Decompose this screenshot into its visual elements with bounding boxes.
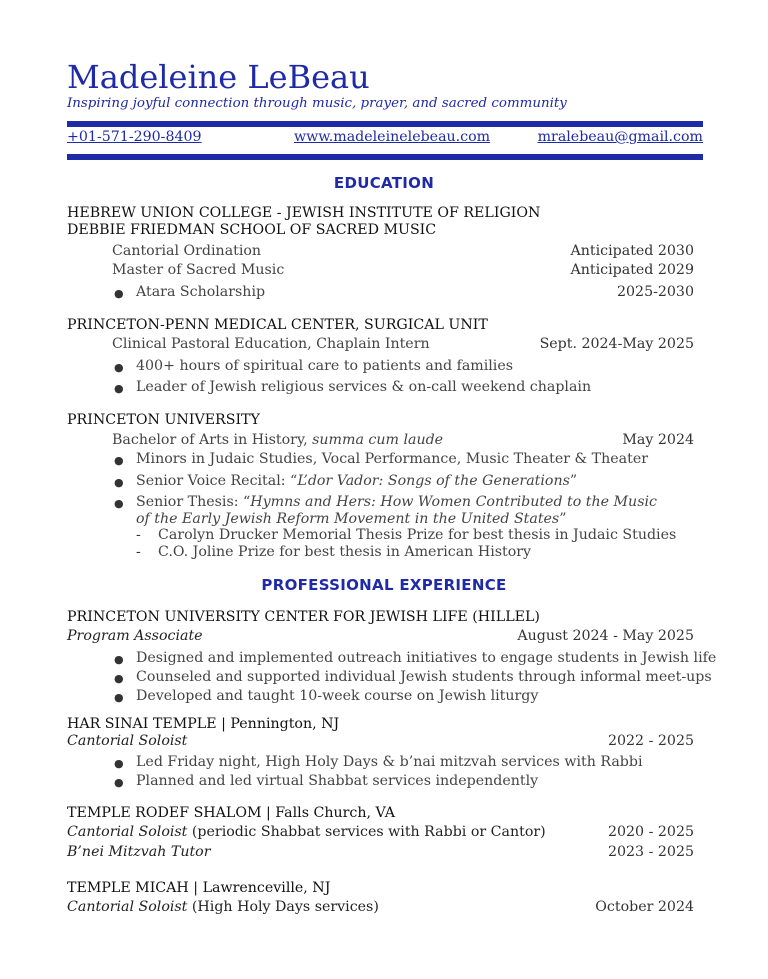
micah-org: TEMPLE MICAH | Lawrenceville, NJ xyxy=(67,880,331,896)
micah-role xyxy=(67,899,379,915)
bullet-icon: ● xyxy=(114,757,124,770)
dash-icon: - xyxy=(136,544,141,560)
huc-degree-1-date: Anticipated 2030 xyxy=(570,243,694,259)
pu-bullet-3-pre: Senior Thesis: “ xyxy=(136,494,251,510)
hillel-bullet-1: Designed and implemented outreach initiatives to engage students in Jewish life xyxy=(136,650,717,666)
ppmc-org: PRINCETON-PENN MEDICAL CENTER, SURGICAL UNIT xyxy=(67,317,488,333)
ppmc-bullet-2: Leader of Jewish religious services & on-call weekend chaplain xyxy=(136,379,592,395)
huc-org-line2: DEBBIE FRIEDMAN SCHOOL OF SACRED MUSIC xyxy=(67,222,437,238)
micah-role-title: Cantorial Soloist xyxy=(67,899,188,915)
email-link[interactable]: mralebeau@gmail.com xyxy=(537,129,703,145)
huc-degree-2-date: Anticipated 2029 xyxy=(570,262,694,278)
hillel-role: Program Associate xyxy=(67,628,203,644)
pu-sub-2: C.O. Joline Prize for best thesis in American History xyxy=(158,544,532,560)
pu-degree-text: Bachelor of Arts in History, xyxy=(112,432,308,448)
micah-date: October 2024 xyxy=(595,899,694,915)
bullet-icon: ● xyxy=(114,672,124,685)
hillel-bullet-3: Developed and taught 10-week course on Jewish liturgy xyxy=(136,688,539,704)
bullet-icon: ● xyxy=(114,653,124,666)
pu-thesis-title-2: of the Early Jewish Reform Movement in the United States xyxy=(136,511,560,527)
candidate-name: Madeleine LeBeau xyxy=(67,58,370,96)
pu-date: May 2024 xyxy=(622,432,694,448)
harsinai-org: HAR SINAI TEMPLE | Pennington, NJ xyxy=(67,716,340,732)
rodef-role-1 xyxy=(67,824,546,840)
huc-org-line1: HEBREW UNION COLLEGE - JEWISH INSTITUTE OF RELIGION xyxy=(67,205,541,221)
harsinai-bullet-2: Planned and led virtual Shabbat services independently xyxy=(136,773,539,789)
dash-icon: - xyxy=(136,527,141,543)
hillel-date: August 2024 - May 2025 xyxy=(517,628,694,644)
pu-degree xyxy=(112,432,443,448)
website-link[interactable]: www.madeleinelebeau.com xyxy=(294,129,491,145)
pu-bullet-3-line1 xyxy=(136,494,657,510)
bullet-icon: ● xyxy=(114,361,124,374)
rodef-role-1-note: (periodic Shabbat services with Rabbi or Cantor) xyxy=(187,824,546,840)
rodef-role-2-date: 2023 - 2025 xyxy=(607,844,694,860)
rodef-role-1-date: 2020 - 2025 xyxy=(607,824,694,840)
bullet-icon: ● xyxy=(114,476,124,489)
bullet-icon: ● xyxy=(114,287,124,300)
huc-degree-1: Cantorial Ordination xyxy=(112,243,262,259)
ppmc-role: Clinical Pastoral Education, Chaplain Intern xyxy=(112,336,430,352)
experience-heading: PROFESSIONAL EXPERIENCE xyxy=(261,576,507,594)
phone-link[interactable]: +01-571-290-8409 xyxy=(67,129,202,145)
bullet-icon: ● xyxy=(114,776,124,789)
huc-bullet-1: Atara Scholarship xyxy=(136,284,266,300)
pu-org: PRINCETON UNIVERSITY xyxy=(67,412,260,428)
harsinai-role: Cantorial Soloist xyxy=(67,733,188,749)
harsinai-bullet-1: Led Friday night, High Holy Days & b’nai mitzvah services with Rabbi xyxy=(136,754,643,770)
huc-degree-2: Master of Sacred Music xyxy=(112,262,285,278)
bullet-icon: ● xyxy=(114,691,124,704)
rodef-role-2: B’nei Mitzvah Tutor xyxy=(67,844,211,860)
bullet-icon: ● xyxy=(114,454,124,467)
rodef-role-1-title: Cantorial Soloist xyxy=(67,824,188,840)
pu-recital-title: L’dor Vador: Songs of the Generations xyxy=(297,473,570,489)
ppmc-bullet-1: 400+ hours of spiritual care to patients and families xyxy=(136,358,514,374)
pu-honors: summa cum laude xyxy=(312,432,444,448)
pu-bullet-3-line2 xyxy=(136,511,566,527)
header-rule-top xyxy=(67,121,703,127)
pu-bullet-2-post: ” xyxy=(569,473,578,489)
bullet-icon: ● xyxy=(114,382,124,395)
huc-bullet-1-date: 2025-2030 xyxy=(616,284,694,300)
hillel-bullet-2: Counseled and supported individual Jewish students through informal meet-ups xyxy=(136,669,712,685)
pu-sub-1: Carolyn Drucker Memorial Thesis Prize for best thesis in Judaic Studies xyxy=(158,527,677,543)
bullet-icon: ● xyxy=(114,497,124,510)
pu-bullet-2 xyxy=(136,473,577,489)
pu-bullet-2-pre: Senior Voice Recital: “ xyxy=(136,473,298,489)
education-heading: EDUCATION xyxy=(333,174,435,192)
header-rule-bottom xyxy=(67,154,703,160)
pu-bullet-3-post: ” xyxy=(559,511,567,527)
pu-thesis-title-1: Hymns and Hers: How Women Contributed to the Music xyxy=(250,494,657,510)
harsinai-date: 2022 - 2025 xyxy=(607,733,694,749)
hillel-org: PRINCETON UNIVERSITY CENTER FOR JEWISH LIFE (HILLEL) xyxy=(67,609,540,625)
rodef-org: TEMPLE RODEF SHALOM | Falls Church, VA xyxy=(67,805,396,821)
ppmc-date: Sept. 2024-May 2025 xyxy=(539,336,694,352)
micah-role-note: (High Holy Days services) xyxy=(187,899,379,915)
pu-bullet-1: Minors in Judaic Studies, Vocal Performance, Music Theater & Theater xyxy=(136,451,648,467)
tagline: Inspiring joyful connection through music, prayer, and sacred community xyxy=(67,96,567,111)
